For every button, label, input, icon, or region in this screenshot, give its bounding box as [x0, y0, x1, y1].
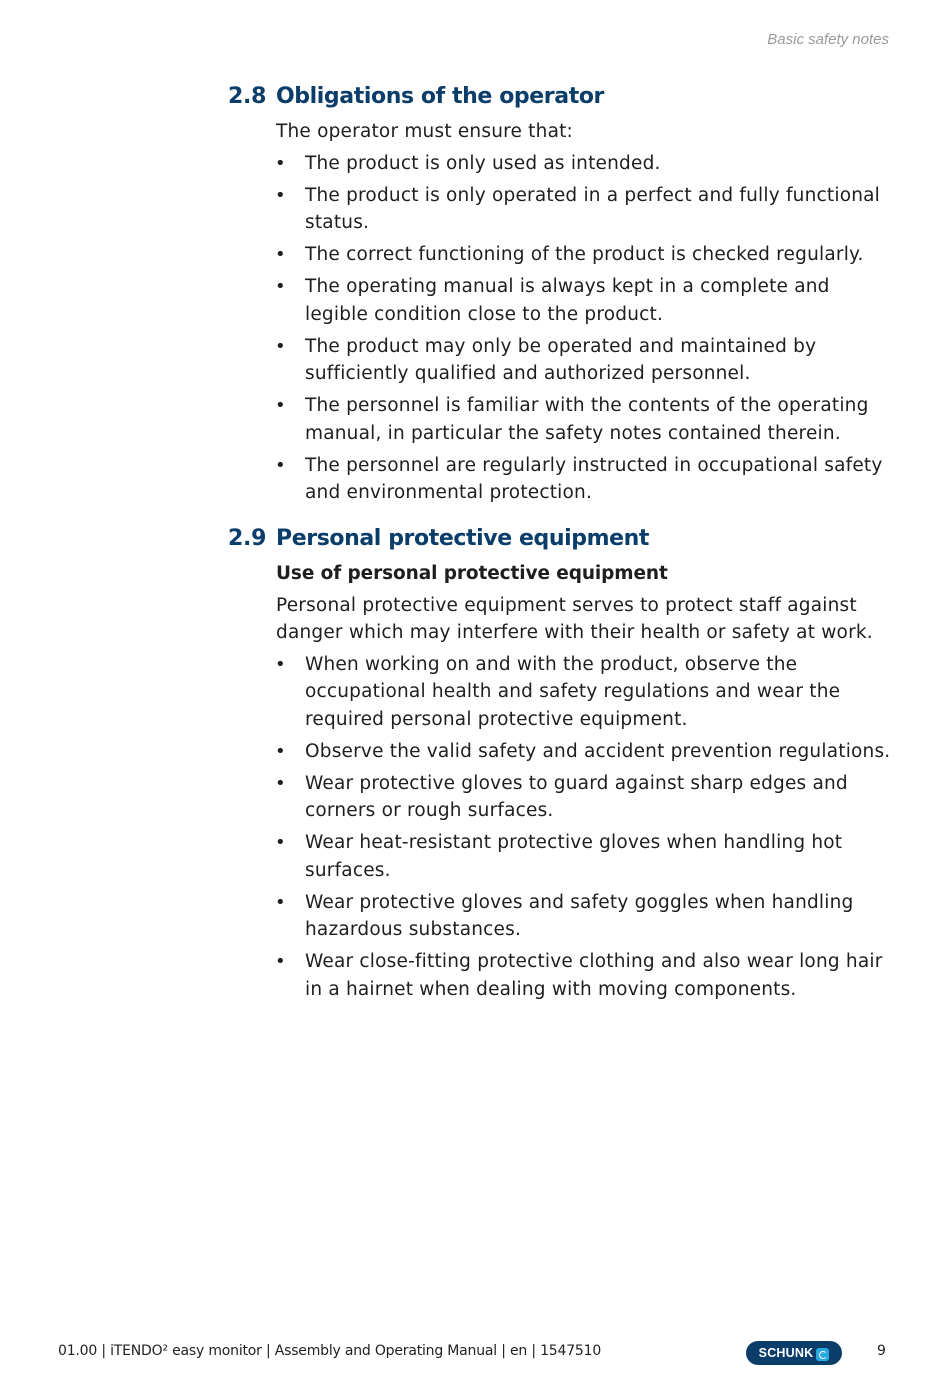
section-heading: [228, 84, 898, 118]
section-intro: The operator must ensure that:: [276, 121, 573, 142]
list-item: • Wear protective gloves and safety goggles when handling hazardous substances.: [305, 889, 898, 944]
section-intro: Personal protective equipment serves to protect staff against danger which may interfere with their health or safety at work.: [276, 594, 873, 643]
bullet-icon: •: [275, 276, 286, 297]
schunk-logo-mark-icon: [816, 1348, 829, 1361]
running-head: Basic safety notes: [767, 31, 889, 48]
list-item: • Wear heat-resistant protective gloves when handling hot surfaces.: [305, 829, 898, 884]
bullet-icon: •: [275, 772, 286, 794]
list-item: • The operating manual is always kept in a complete and legible condition close to the product.: [305, 273, 898, 328]
schunk-logo: [746, 1341, 842, 1365]
section-number: 2.9: [228, 526, 267, 551]
list-item: • When working on and with the product, observe the occupational health and safety regulations and wear the required personal protective equipment.: [305, 651, 898, 734]
bullet-icon: •: [275, 395, 286, 416]
list-item: • The personnel are regularly instructed in occupational safety and environmental protection.: [305, 452, 898, 507]
section-ppe: [228, 526, 898, 1008]
bullet-icon: •: [275, 152, 286, 174]
bullet-list: [228, 150, 898, 507]
list-item: • Wear close-fitting protective clothing and also wear long hair in a hairnet when dealing with moving components.: [305, 948, 898, 1003]
bullet-icon: •: [275, 244, 286, 265]
list-item: • The product may only be operated and maintained by sufficiently qualified and authorized personnel.: [305, 333, 898, 388]
bullet-icon: •: [275, 335, 286, 357]
section-number: 2.8: [228, 84, 267, 109]
list-item: • The personnel is familiar with the contents of the operating manual, in particular the safety notes contained therein.: [305, 392, 898, 447]
bullet-icon: •: [275, 653, 286, 675]
footer-doc-info: 01.00 | iTENDO² easy monitor | Assembly and Operating Manual | en | 1547510: [58, 1343, 602, 1359]
section-subheading: Use of personal protective equipment: [276, 563, 668, 584]
list-item: • Wear protective gloves to guard against sharp edges and corners or rough surfaces.: [305, 770, 898, 825]
section-title: Personal protective equipment: [276, 526, 650, 551]
section-heading: [228, 526, 898, 560]
bullet-icon: •: [275, 951, 286, 972]
bullet-icon: •: [275, 184, 286, 206]
section-title: Obligations of the operator: [276, 84, 604, 109]
list-item: • The product is only operated in a perfect and fully functional status.: [305, 182, 898, 237]
bullet-icon: •: [275, 740, 286, 762]
section-obligations: [228, 84, 898, 511]
page-number: 9: [877, 1343, 886, 1359]
bullet-list: [228, 651, 898, 1004]
list-item: • The correct functioning of the product is checked regularly.: [305, 241, 898, 269]
list-item: • The product is only used as intended.: [305, 150, 898, 178]
bullet-icon: •: [275, 832, 286, 853]
logo-text: SCHUNK: [758, 1346, 814, 1360]
bullet-icon: •: [275, 454, 286, 476]
list-item: • Observe the valid safety and accident prevention regulations.: [305, 738, 898, 766]
bullet-icon: •: [275, 891, 286, 913]
